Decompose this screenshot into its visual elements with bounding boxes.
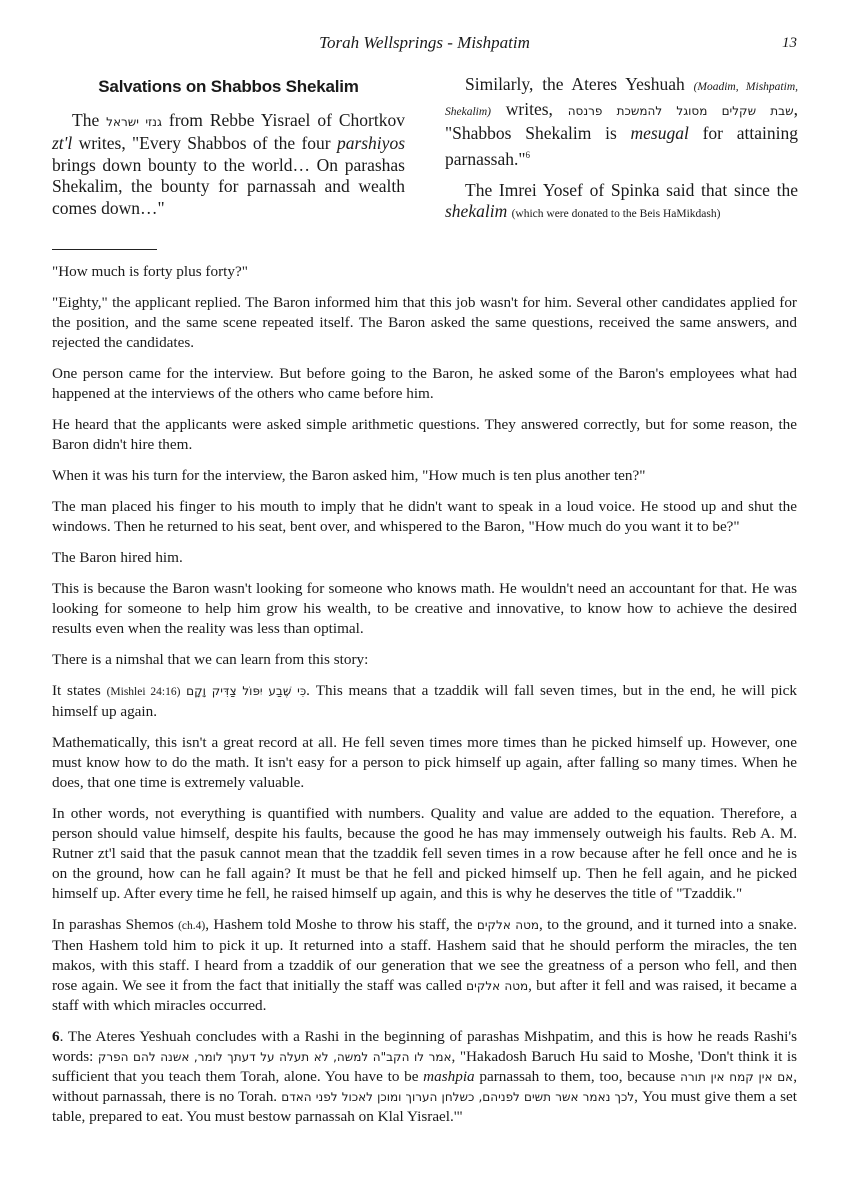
hebrew-text: מטה אלקים [476,918,540,932]
text-span: , "Shabbos Shekalim is [445,98,798,143]
paragraph [52,548,797,568]
text-span: (Moadim, Mishpatim, Shekalim) [445,81,799,118]
text-span: mesugal [630,123,689,143]
text-span: Mathematically, this isn't a great record at all. He fell seven times more times than he picked himself up. However, one must know how to do the math. It isn't easy for a person to pick himself up again, after falling so many times. When he does, that one time is extremely valuable. [52,734,797,791]
paragraph [52,262,797,282]
paragraph [52,804,797,904]
text-span: The man placed his finger to his mouth to imply that he didn't want to speak in a loud voice. He stood up and shut the windows. Then he returned to his seat, bent over, and whispered to the Baron, "How much do you want it to be?" [52,498,797,535]
text-span: The Baron hired him. [52,549,183,566]
text-span: mashpia [423,1068,475,1085]
footnote-divider [52,249,157,250]
text-span: In parashas Shemos [52,916,179,933]
text-span: The [72,109,107,130]
paragraph [445,180,798,226]
paragraph [52,497,797,537]
text-span: , to the ground, and it turned into a snake. Then Hashem told him to pick it up. It returned into a staff. Hashem said that he should perform the miracles, the ten makos, with this staff. I heard from a tzaddik of our generation that we see the greatness of a person who fell, and then rose again. We see it from the fact that initially the staff was called [52,916,797,994]
text-span: There is a nimshal that we can learn from this story: [52,651,369,668]
text-span: One person came for the interview. But before going to the Baron, he asked some of the Baron's employees what had happened at the interviews of the others who came before him. [52,365,797,402]
hebrew-text: לכך נאמר אשר תשים לפניהם, כשלחן הערוך ומוכן לאכול לפני האדם [281,1090,635,1104]
text-span: He heard that the applicants were asked simple arithmetic questions. They answered correctly, but for some reason, the Baron didn't hire them. [52,416,797,453]
text-span: for attaining parnassah." [445,123,799,169]
paragraph [52,579,797,639]
section-heading: Salvations on Shabbos Shekalim [98,77,359,96]
text-span: shekalim [445,201,508,222]
text-span: In other words, not everything is quantified with numbers. Quality and value are added to the equation. Therefore, a person should value himself, despite his faults, because the good he has may immensely outweigh his faults. Reb A. M. Rutner zt'l said that the pasuk cannot mean that the tzaddik fell seven times in a row because after he fell once and he is on the ground, how can he fall again? It must be that he fell and picked himself up. Then he fell again, and he picked himself up. After every time he fell, he raised himself up again, and this is why he deserves the title of "Tzaddik." [52,805,797,902]
text-span: (which were donated to the Beis HaMikdash) [511,208,721,221]
hebrew-text: כִּי שֶׁבַע יִפּוֹל צַדִּיק וָקָם [186,684,307,698]
text-span: , "Hakadosh Baruch Hu said to Moshe, 'Don't think it is sufficient that you teach them Torah, alone. You have to be [52,1048,797,1085]
text-span: . The Ateres Yeshuah concludes with a Rashi in the beginning of parashas Mishpatim, and this is how he reads Rashi's words: [52,1028,797,1065]
page-number: 13 [782,35,797,51]
text-span: from Rebbe Yisrael of Chortkov [161,109,405,130]
text-span: This is because the Baron wasn't looking for someone who knows math. He wouldn't need an accountant for that. He was looking for someone to help him grow his wealth, to be creative and innovative, to know how to achieve the desired results even when the reality was less than optimal. [52,580,797,637]
hebrew-text: אמר לו הקב"ה למשה, לא תעלה על דעתך לומר, אשנה להם הפרק [97,1050,452,1064]
paragraph [445,74,798,170]
text-span: , You must give them a set table, prepared to eat. You must bestow parnassah on Klal Yisrael.'" [52,1088,797,1125]
text-span: , Hashem told Moshe to throw his staff, the [205,916,477,933]
paragraph [52,293,797,353]
hebrew-text: גנזי ישראל [106,114,162,129]
left-column [52,74,405,229]
paragraph [52,650,797,670]
header-title: Torah Wellsprings - Mishpatim [319,33,530,52]
paragraph [52,466,797,486]
text-span: When it was his turn for the interview, the Baron asked him, "How much is ten plus another ten?" [52,467,646,484]
text-span: . This means that a tzaddik will fall seven times, but in the end, he will pick himself up again. [52,682,797,720]
running-header [0,33,849,57]
footnote-marker: 6 [525,149,531,160]
text-span: It states [52,682,107,699]
right-paragraphs [445,74,798,226]
paragraph [52,733,797,793]
text-span: writes, "Every Shabbos of the four [72,133,337,153]
paragraph [52,415,797,455]
hebrew-text: אם אין קמח אין תורה [680,1070,794,1084]
hebrew-text: מטה אלקים [466,979,529,993]
text-span: , but after it fell and was raised, it became a staff with which miracles occurred. [52,977,798,1014]
text-span: writes, [490,98,568,119]
text-span: "Eighty," the applicant replied. The Baron informed him that this job wasn't for him. Several other candidates applied for the position, and the same scene repeated itself. The Baron asked the same questions, received the same answers, and rejected the candidates. [52,294,797,351]
text-span: (Mishlei 24:16) [106,686,181,698]
paragraph [52,915,797,1016]
text-span: (ch.4) [178,920,206,932]
hebrew-text: שבת שקלים מסוגל להמשכת פרנסה [567,103,794,118]
footnotes [52,262,797,1138]
right-column [445,74,798,236]
paragraph [52,364,797,404]
text-span: zt'l [52,133,73,153]
text-span: 6 [52,1028,60,1045]
text-span: , without parnassah, there is no Torah. [52,1068,797,1105]
text-span: parshiyos [336,133,405,153]
paragraph [52,110,405,220]
text-span: Similarly, the Ateres Yeshuah [465,74,694,94]
text-span: brings down bounty to the world… On parashas Shekalim, the bounty for parnassah and wealth comes down…" [52,154,405,218]
left-paragraphs [52,110,405,220]
text-span: "How much is forty plus forty?" [52,263,248,280]
text-span: The Imrei Yosef of Spinka said that since the [465,179,798,200]
text-span: parnassah to them, too, because [474,1068,681,1085]
paragraph [52,681,797,722]
paragraph [52,1027,797,1127]
